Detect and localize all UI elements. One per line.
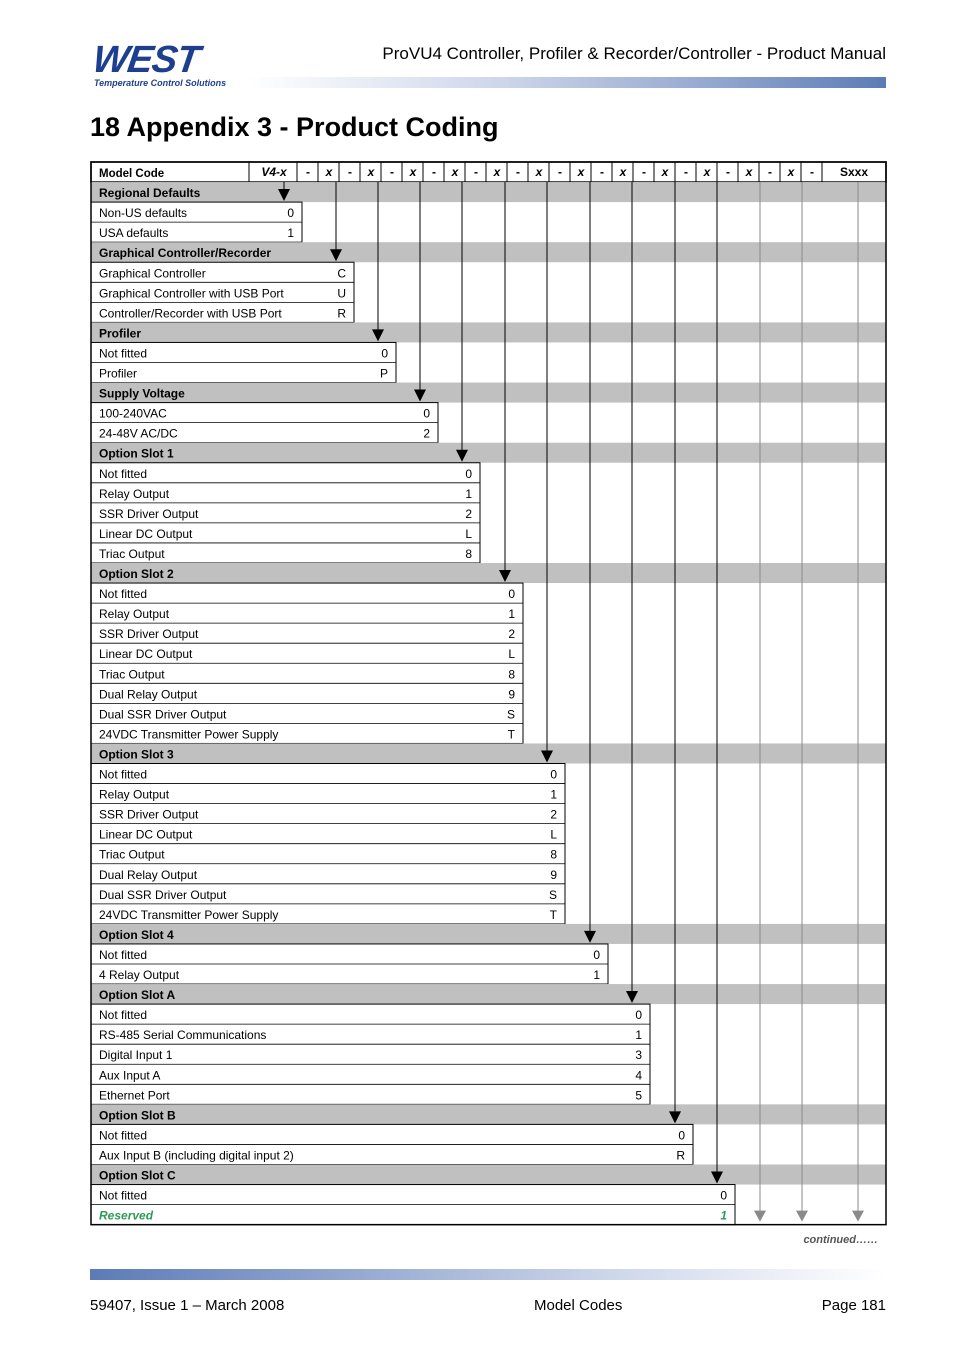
section-header-8 — [91, 984, 886, 1004]
option-label: Not fitted — [99, 1188, 148, 1203]
option-label: Not fitted — [99, 947, 148, 962]
section-title: Option Slot C — [99, 1168, 176, 1183]
section-title: Option Slot 2 — [99, 567, 174, 581]
option-label: Not fitted — [99, 587, 148, 602]
option-box-8 — [91, 1004, 650, 1104]
section-title: Option Slot B — [99, 1108, 176, 1123]
option-code: S — [506, 707, 515, 722]
footer-section-name: Model Codes — [534, 1297, 623, 1314]
option-label: Not fitted — [99, 346, 148, 361]
option-label: Triac Output — [99, 847, 165, 862]
option-label: Dual Relay Output — [99, 687, 198, 702]
code-cell-text: - — [432, 165, 436, 179]
option-label: Relay Output — [99, 787, 170, 802]
option-label: 100-240VAC — [99, 406, 167, 421]
option-label: USA defaults — [99, 226, 169, 241]
option-code: 1 — [635, 1028, 642, 1043]
section-title: Profiler — [99, 326, 142, 341]
option-code: 9 — [508, 687, 515, 702]
option-label: Graphical Controller — [99, 266, 206, 281]
option-label: Relay Output — [99, 486, 170, 501]
option-code: 0 — [287, 206, 294, 221]
model-code-label: Model Code — [99, 168, 165, 180]
option-code: L — [465, 526, 472, 541]
option-label: SSR Driver Output — [99, 506, 199, 521]
option-code: U — [337, 286, 346, 301]
code-cell-text: - — [390, 165, 394, 179]
option-code: 0 — [381, 346, 388, 361]
option-label: Linear DC Output — [99, 526, 193, 541]
option-label: 24VDC Transmitter Power Supply — [99, 907, 279, 922]
option-label: Ethernet Port — [99, 1088, 170, 1103]
footer-page-number: Page 181 — [821, 1297, 886, 1314]
option-code: 9 — [550, 867, 557, 882]
continuation-arrowhead-icon — [796, 1211, 808, 1222]
continuation-arrowhead-icon — [754, 1211, 766, 1222]
option-code: 1 — [465, 486, 472, 501]
section-title: Option Slot A — [99, 988, 176, 1003]
option-code: 3 — [635, 1048, 642, 1063]
manual-title: ProVU4 Controller, Profiler & Recorder/Controller - Product Manual — [382, 44, 886, 63]
code-cell-text: x — [451, 165, 459, 179]
section-title: Option Slot 4 — [99, 927, 174, 942]
option-code: 1 — [550, 787, 557, 802]
section-header-10 — [91, 1165, 886, 1185]
section-header-2 — [91, 322, 886, 342]
section-header-5 — [91, 563, 886, 583]
option-code: 0 — [635, 1008, 642, 1023]
code-cell-text: x — [409, 165, 417, 179]
code-cell-text: - — [642, 165, 646, 179]
option-code: 0 — [465, 466, 472, 481]
option-code: C — [337, 266, 346, 281]
option-code: 0 — [550, 767, 557, 782]
section-header-9 — [91, 1104, 886, 1124]
footer-document-number: 59407, Issue 1 – March 2008 — [90, 1297, 285, 1314]
code-cell-text: - — [558, 165, 562, 179]
section-title: Graphical Controller/Recorder — [99, 246, 272, 261]
option-code: 2 — [465, 506, 472, 521]
option-label: Reserved — [99, 1208, 154, 1223]
option-code: 4 — [635, 1068, 642, 1083]
section-title: Option Slot 3 — [99, 747, 174, 762]
option-label: Triac Output — [99, 667, 165, 682]
table-outer-border — [91, 162, 886, 1225]
code-cell-text: x — [703, 165, 711, 179]
code-cell-text: x — [619, 165, 627, 179]
code-cell-text: x — [535, 165, 543, 179]
option-label: Dual Relay Output — [99, 867, 198, 882]
option-label: RS-485 Serial Communications — [99, 1028, 267, 1043]
section-header-6 — [91, 743, 886, 763]
code-cell-text: - — [810, 165, 814, 179]
code-cell-text: - — [516, 165, 520, 179]
option-label: Relay Output — [99, 607, 170, 622]
option-label: Profiler — [99, 366, 138, 381]
option-label: SSR Driver Output — [99, 627, 199, 642]
code-cell-text: x — [325, 165, 333, 179]
section-header-0 — [91, 182, 886, 202]
code-cell-text: x — [787, 165, 795, 179]
section-header-7 — [91, 924, 886, 944]
continuation-arrowhead-icon — [852, 1211, 864, 1222]
option-code: 1 — [287, 226, 294, 241]
model-code-row — [91, 162, 886, 182]
code-cell-text: V4-x — [261, 165, 287, 179]
option-label: 24VDC Transmitter Power Supply — [99, 727, 279, 742]
option-label: SSR Driver Output — [99, 807, 199, 822]
option-code: 2 — [550, 807, 557, 822]
option-code: 5 — [635, 1088, 642, 1103]
option-label: Digital Input 1 — [99, 1048, 173, 1063]
code-cell-text: x — [745, 165, 753, 179]
option-label: Triac Output — [99, 546, 165, 561]
code-cell-text: x — [661, 165, 669, 179]
option-label: Linear DC Output — [99, 647, 193, 662]
option-code: 1 — [593, 968, 600, 982]
section-header-4 — [91, 443, 886, 463]
option-code: P — [379, 366, 388, 381]
code-cell-text: - — [768, 165, 772, 179]
option-code: 8 — [465, 546, 472, 561]
option-code: 0 — [508, 587, 515, 602]
option-label: Not fitted — [99, 1128, 148, 1143]
code-cell-text: - — [474, 165, 478, 179]
option-code: 2 — [508, 627, 515, 642]
option-code: T — [507, 727, 515, 742]
option-code: 0 — [593, 947, 600, 962]
west-logo: WEST — [90, 39, 202, 81]
code-cell-text: - — [600, 165, 604, 179]
option-code: 1 — [508, 607, 515, 622]
option-label: Dual SSR Driver Output — [99, 887, 227, 902]
section-title: Regional Defaults — [99, 186, 201, 201]
option-code: 8 — [550, 847, 557, 862]
option-code: 0 — [423, 406, 430, 421]
option-label: 24-48V AC/DC — [99, 426, 178, 441]
option-label: Not fitted — [99, 466, 148, 481]
option-label: Dual SSR Driver Output — [99, 707, 227, 722]
continued-note: continued…… — [803, 1234, 878, 1246]
option-code: 8 — [508, 667, 515, 682]
option-code: L — [550, 827, 557, 842]
option-label: Not fitted — [99, 1008, 148, 1023]
code-cell-text: - — [306, 165, 310, 179]
option-code: L — [508, 647, 515, 662]
section-title: Supply Voltage — [99, 386, 185, 401]
code-cell-text: - — [726, 165, 730, 179]
code-cell-text: x — [577, 165, 585, 179]
option-label: Non-US defaults — [99, 206, 188, 221]
option-code: 0 — [678, 1128, 685, 1143]
option-code: R — [337, 306, 346, 321]
option-code: T — [549, 907, 557, 922]
option-code: 1 — [720, 1208, 727, 1223]
section-header-3 — [91, 383, 886, 403]
code-cell-text: - — [684, 165, 688, 179]
code-cell-text: x — [493, 165, 501, 179]
footer-gradient-bar — [90, 1269, 886, 1280]
option-code: S — [548, 887, 557, 902]
section-title: Option Slot 1 — [99, 446, 174, 461]
code-cell-text: Sxxx — [839, 165, 869, 179]
option-label: Linear DC Output — [99, 827, 193, 842]
option-label: Controller/Recorder with USB Port — [99, 306, 282, 321]
option-label: Graphical Controller with USB Port — [99, 286, 284, 301]
option-label: Not fitted — [99, 767, 148, 782]
code-cell-text: x — [367, 165, 375, 179]
option-code: 2 — [423, 426, 430, 441]
option-code: R — [676, 1148, 685, 1163]
option-label: Aux Input A — [99, 1068, 161, 1083]
page-heading: 18 Appendix 3 - Product Coding — [90, 112, 499, 142]
option-code: 0 — [720, 1188, 727, 1203]
option-label: 4 Relay Output — [99, 968, 180, 982]
code-cell-text: - — [348, 165, 352, 179]
logo-tagline: Temperature Control Solutions — [94, 78, 227, 88]
option-label: Aux Input B (including digital input 2) — [99, 1148, 294, 1163]
